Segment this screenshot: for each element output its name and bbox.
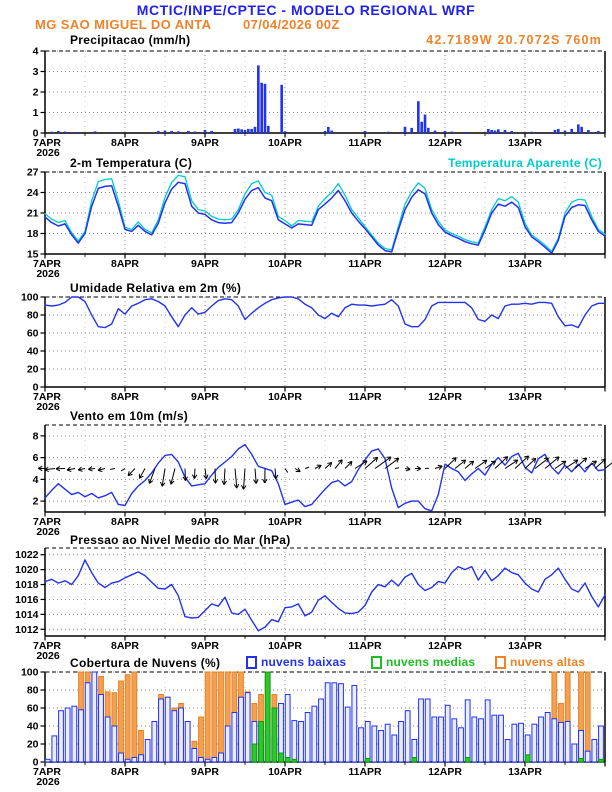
svg-text:24: 24 — [26, 187, 39, 199]
page-title: MCTIC/INPE/CPTEC - MODELO REGIONAL WRF — [136, 2, 476, 18]
svg-text:2026: 2026 — [36, 650, 60, 662]
svg-text:13APR: 13APR — [508, 391, 542, 403]
svg-text:8APR: 8APR — [110, 516, 140, 528]
svg-text:15: 15 — [26, 248, 39, 261]
svg-text:100: 100 — [20, 666, 39, 679]
panel-title-pressure: Pressao ao Nivel Medio do Mar (hPa) — [70, 533, 291, 547]
svg-text:100: 100 — [20, 291, 39, 304]
svg-text:6: 6 — [32, 452, 39, 465]
svg-text:20: 20 — [26, 363, 39, 376]
svg-text:10APR: 10APR — [268, 137, 302, 149]
svg-text:1018: 1018 — [15, 579, 39, 592]
station-coordinates: 42.7189W 20.7072S 760m — [426, 33, 602, 47]
svg-text:12APR: 12APR — [428, 516, 462, 528]
legend-mid-clouds: nuvens medias — [371, 655, 475, 669]
svg-text:9APR: 9APR — [190, 137, 220, 149]
svg-text:13APR: 13APR — [508, 766, 542, 778]
svg-text:9APR: 9APR — [190, 516, 220, 528]
svg-text:12APR: 12APR — [428, 391, 462, 403]
svg-text:9APR: 9APR — [190, 640, 220, 652]
svg-text:8APR: 8APR — [110, 391, 140, 403]
panel-title-apparent-temperature: Temperatura Aparente (C) — [448, 156, 602, 170]
svg-text:27: 27 — [26, 166, 39, 179]
svg-text:60: 60 — [26, 327, 39, 340]
svg-text:8APR: 8APR — [110, 640, 140, 652]
svg-text:21: 21 — [26, 207, 39, 220]
svg-text:80: 80 — [26, 684, 39, 697]
svg-text:2: 2 — [32, 86, 39, 99]
svg-text:10APR: 10APR — [268, 640, 302, 652]
svg-text:13APR: 13APR — [508, 516, 542, 528]
legend-high-clouds: nuvens altas — [495, 655, 585, 669]
svg-text:2026: 2026 — [36, 147, 60, 159]
svg-text:40: 40 — [26, 345, 39, 358]
svg-text:10APR: 10APR — [268, 258, 302, 270]
svg-text:10APR: 10APR — [268, 766, 302, 778]
svg-text:8: 8 — [32, 430, 39, 443]
svg-text:80: 80 — [26, 309, 39, 322]
svg-text:12APR: 12APR — [428, 640, 462, 652]
svg-text:7APR: 7APR — [32, 766, 62, 778]
svg-text:7APR: 7APR — [32, 137, 62, 149]
svg-text:40: 40 — [26, 720, 39, 733]
svg-text:11APR: 11APR — [348, 640, 382, 652]
svg-text:20: 20 — [26, 738, 39, 751]
svg-text:4: 4 — [32, 45, 39, 58]
svg-text:9APR: 9APR — [190, 766, 220, 778]
svg-text:0: 0 — [32, 127, 39, 140]
panel-title-humidity: Umidade Relativa em 2m (%) — [70, 281, 242, 295]
svg-text:2026: 2026 — [36, 268, 60, 280]
panel-title-wind: Vento em 10m (m/s) — [70, 409, 189, 423]
svg-text:60: 60 — [26, 702, 39, 715]
legend-low-clouds: nuvens baixas — [246, 655, 346, 669]
svg-text:7APR: 7APR — [32, 391, 62, 403]
panel-title-cloud-cover: Cobertura de Nuvens (%) — [70, 656, 221, 670]
svg-text:1020: 1020 — [15, 564, 39, 577]
svg-text:7APR: 7APR — [32, 516, 62, 528]
svg-text:11APR: 11APR — [348, 766, 382, 778]
svg-text:7APR: 7APR — [32, 258, 62, 270]
svg-text:9APR: 9APR — [190, 391, 220, 403]
svg-text:11APR: 11APR — [348, 516, 382, 528]
run-datetime: 07/04/2026 00Z — [243, 17, 340, 32]
svg-text:12APR: 12APR — [428, 137, 462, 149]
svg-text:1: 1 — [32, 107, 39, 119]
svg-text:12APR: 12APR — [428, 258, 462, 270]
svg-text:1016: 1016 — [15, 593, 39, 606]
svg-text:12APR: 12APR — [428, 766, 462, 778]
svg-text:7APR: 7APR — [32, 640, 62, 652]
svg-text:13APR: 13APR — [508, 640, 542, 652]
svg-text:10APR: 10APR — [268, 516, 302, 528]
svg-text:13APR: 13APR — [508, 258, 542, 270]
panel-title-precipitation: Precipitacao (mm/h) — [70, 33, 191, 47]
svg-text:18: 18 — [26, 228, 39, 240]
svg-text:10APR: 10APR — [268, 391, 302, 403]
svg-text:0: 0 — [32, 381, 39, 394]
svg-text:11APR: 11APR — [348, 258, 382, 270]
svg-text:0: 0 — [32, 756, 39, 769]
svg-text:9APR: 9APR — [190, 258, 220, 270]
svg-text:3: 3 — [32, 66, 39, 78]
svg-text:2026: 2026 — [36, 401, 60, 413]
svg-text:2026: 2026 — [36, 776, 60, 788]
svg-text:4: 4 — [32, 473, 39, 486]
svg-text:8APR: 8APR — [110, 766, 140, 778]
svg-text:8APR: 8APR — [110, 258, 140, 270]
svg-text:2: 2 — [32, 495, 39, 508]
svg-text:2026: 2026 — [36, 526, 60, 538]
svg-text:8APR: 8APR — [110, 137, 140, 149]
svg-text:1022: 1022 — [15, 549, 39, 562]
panel-title-temperature: 2-m Temperatura (C) — [70, 156, 193, 170]
svg-text:1014: 1014 — [15, 608, 39, 621]
svg-text:1012: 1012 — [15, 623, 39, 636]
svg-text:11APR: 11APR — [348, 391, 382, 403]
station-name: MG SAO MIGUEL DO ANTA — [35, 17, 212, 32]
svg-text:11APR: 11APR — [348, 137, 382, 149]
svg-text:13APR: 13APR — [508, 137, 542, 149]
